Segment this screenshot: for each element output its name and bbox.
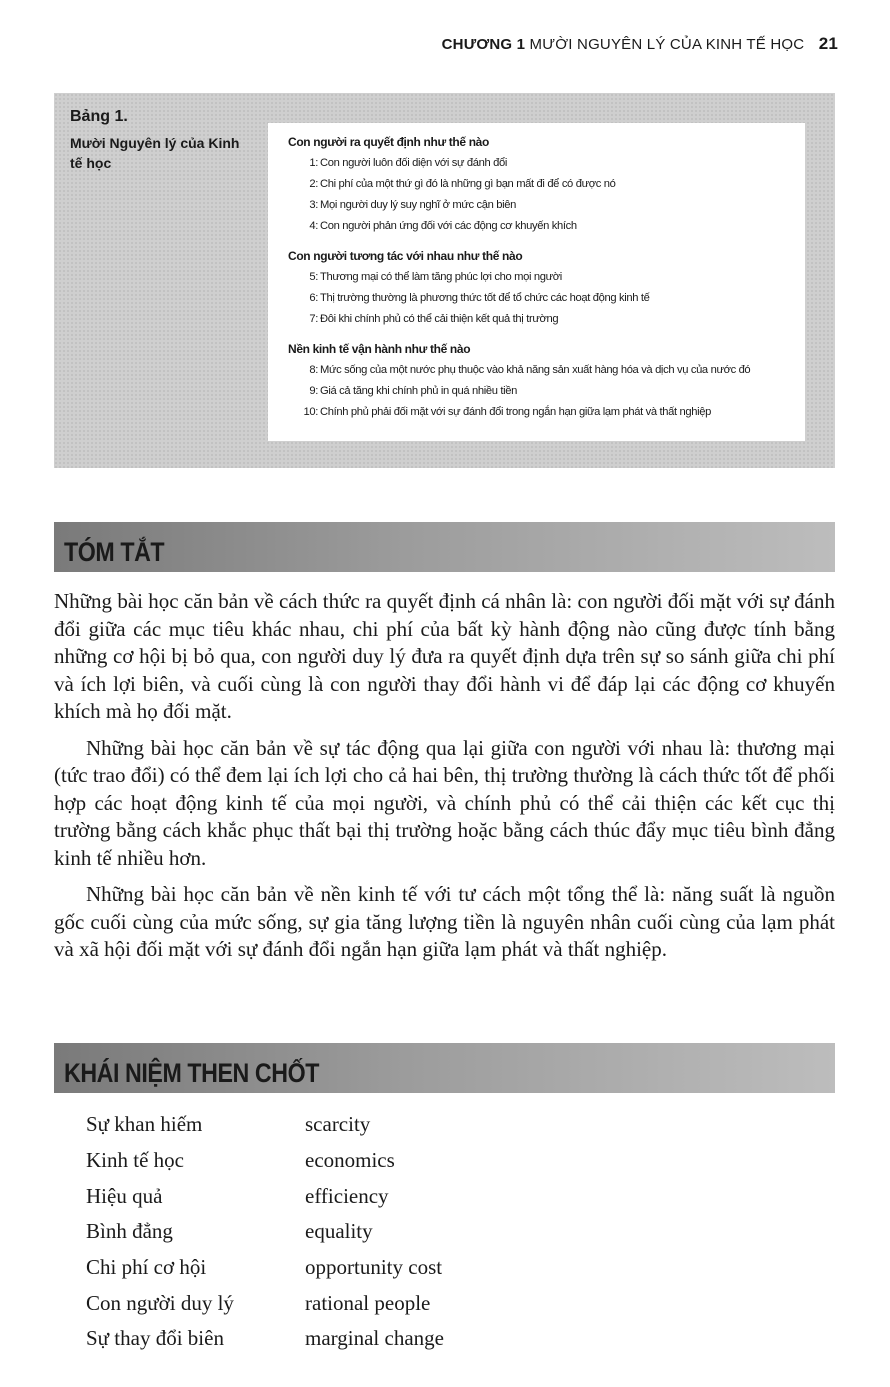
principle-text: Mức sống của một nước phụ thuộc vào khả năng sản xuất hàng hóa và dịch vụ của nước đó — [320, 364, 751, 376]
term-vietnamese: Kinh tế học — [86, 1148, 184, 1173]
term-vietnamese: Hiệu quả — [86, 1183, 163, 1208]
summary-paragraph: Những bài học căn bản về cách thức ra quyết định cá nhân là: con người đối mặt với sự đánh đổi giữa các mục tiêu khác nhau, chi phí của bất kỳ hành động nào cũng được tính bằng những cơ hội bị bỏ qua, con người duy lý đưa ra quyết định dựa trên sự so sánh giữa chi phí và ích lợi biên, và cuối cùng là con người thay đổi hành vi để đáp lại các động cơ khuyến khích mà họ đối mặt. — [54, 589, 835, 723]
term-vietnamese: Bình đẳng — [86, 1219, 173, 1244]
page-number: 21 — [818, 34, 838, 53]
group-title: Nền kinh tế vận hành như thế nào — [288, 342, 471, 356]
term-english: economics — [305, 1148, 395, 1173]
term-row — [86, 1178, 444, 1214]
principle-item — [288, 216, 805, 237]
principle-item — [288, 381, 805, 402]
principle-number: 1: — [309, 157, 318, 169]
running-header — [442, 34, 838, 54]
term-english: equality — [305, 1219, 373, 1244]
principle-number: 2: — [309, 178, 318, 190]
key-concepts-list — [86, 1107, 444, 1357]
term-row — [86, 1143, 444, 1179]
summary-heading-bar — [54, 522, 835, 572]
principle-item — [288, 309, 805, 330]
principle-item — [288, 195, 805, 216]
principle-text: Đôi khi chính phủ có thể cải thiện kết quả thị trường — [320, 313, 559, 325]
term-row — [86, 1107, 444, 1143]
principle-text: Con người luôn đối diện với sự đánh đổi — [320, 157, 508, 169]
term-english: marginal change — [305, 1326, 444, 1351]
table-title: Mười Nguyên lý của Kinh tế học — [70, 135, 240, 171]
principle-item — [288, 402, 805, 423]
term-row — [86, 1214, 444, 1250]
principle-item — [288, 360, 805, 381]
term-vietnamese: Sự thay đổi biên — [86, 1326, 224, 1351]
principle-group — [288, 342, 805, 423]
key-concepts-heading: KHÁI NIỆM THEN CHỐT — [64, 1058, 319, 1088]
term-vietnamese: Sự khan hiếm — [86, 1112, 203, 1137]
table-label — [70, 107, 250, 173]
group-title: Con người ra quyết định như thế nào — [288, 135, 489, 149]
principles-list — [268, 123, 805, 441]
principle-text: Con người phản ứng đối với các động cơ khuyến khích — [320, 220, 577, 232]
term-row — [86, 1250, 444, 1286]
table-1-box — [54, 93, 835, 468]
group-title: Con người tương tác với nhau như thế nào — [288, 249, 523, 263]
term-vietnamese: Chi phí cơ hội — [86, 1255, 207, 1280]
principle-number: 10: — [303, 406, 318, 418]
principle-number: 9: — [309, 385, 318, 397]
principle-text: Chi phí của một thứ gì đó là những gì bạn mất đi để có được nó — [320, 178, 616, 190]
principle-number: 6: — [309, 292, 318, 304]
chapter-number: CHƯƠNG 1 — [441, 36, 526, 53]
term-english: efficiency — [305, 1183, 389, 1208]
principle-number: 8: — [309, 364, 318, 376]
key-concepts-heading-bar — [54, 1043, 835, 1093]
principle-number: 5: — [309, 271, 318, 283]
chapter-title: MƯỜI NGUYÊN LÝ CỦA KINH TẾ HỌC — [529, 36, 805, 53]
principle-number: 3: — [309, 199, 318, 211]
term-english: scarcity — [305, 1112, 371, 1137]
principle-item — [288, 288, 805, 309]
principle-number: 7: — [309, 313, 318, 325]
principle-text: Thị trường thường là phương thức tốt để tổ chức các hoạt động kinh tế — [320, 292, 650, 304]
summary-text — [54, 588, 835, 973]
table-number: Bảng 1. — [70, 108, 128, 125]
principle-text: Chính phủ phải đối mặt với sự đánh đổi trong ngắn hạn giữa lạm phát và thất nghiệp — [320, 406, 712, 418]
principle-text: Giá cả tăng khi chính phủ in quá nhiều tiền — [320, 385, 518, 397]
summary-paragraph: Những bài học căn bản về sự tác động qua lại giữa con người với nhau là: thương mại (tức trao đổi) có thể đem lại ích lợi cho cả hai bên, thị trường thường là cách thức tốt để phối hợp các hoạt động kinh tế của mọi người, và chính phủ có thể cải thiện các kết cục thị trường bằng cách khắc phục thất bại thị trường hoặc bằng cách thúc đẩy mục tiêu bình đẳng kinh tế nhiều hơn. — [54, 735, 835, 870]
term-row — [86, 1321, 444, 1357]
summary-heading: TÓM TẮT — [64, 537, 165, 567]
term-vietnamese: Con người duy lý — [86, 1290, 234, 1315]
principle-item — [288, 267, 805, 288]
term-english: rational people — [305, 1290, 431, 1315]
principle-group — [288, 249, 805, 330]
term-english: opportunity cost — [305, 1255, 443, 1280]
summary-paragraph: Những bài học căn bản về nền kinh tế với tư cách một tổng thể là: năng suất là nguồn gốc cuối cùng của mức sống, sự gia tăng lượng tiền là nguyên nhân cuối cùng của lạm phát và xã hội đối mặt với sự đánh đổi ngắn hạn giữa lạm phát và thất nghiệp. — [54, 882, 835, 961]
principle-text: Thương mại có thể làm tăng phúc lợi cho mọi người — [320, 271, 562, 283]
term-row — [86, 1285, 444, 1321]
principle-number: 4: — [309, 220, 318, 232]
principle-item — [288, 153, 805, 174]
principle-text: Mọi người duy lý suy nghĩ ở mức cận biên — [320, 199, 516, 211]
principle-group — [288, 135, 805, 237]
principle-item — [288, 174, 805, 195]
